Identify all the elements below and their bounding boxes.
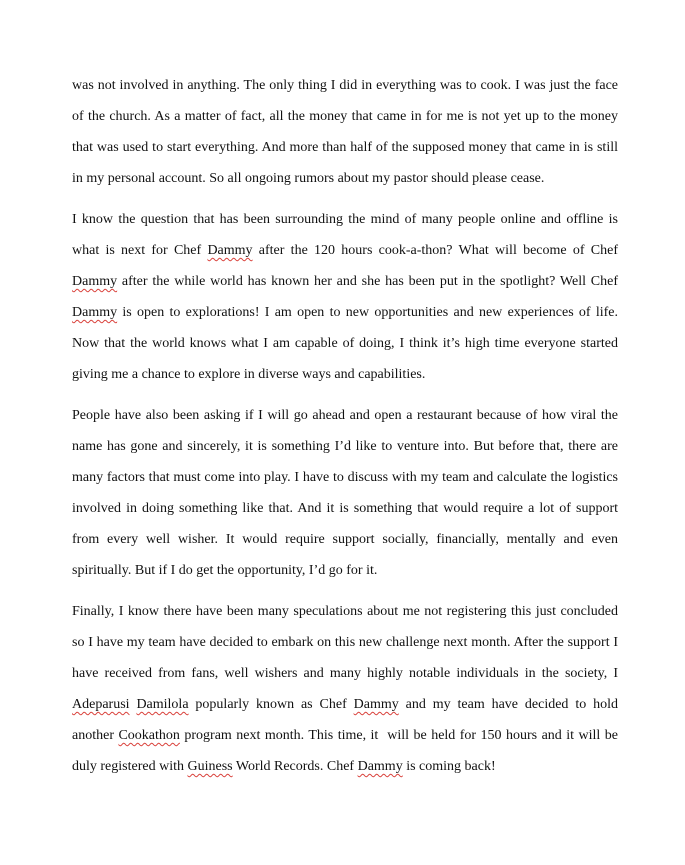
text-run: popularly known as Chef <box>188 697 354 712</box>
spellcheck-underlined-word: Damilola <box>136 697 189 712</box>
text-run: Finally, I know there have been many speculations about me not registering this just concluded so I have my team have decided to embark on this new challenge next month. After the support I have received from fans, well wishers and many highly notable individuals in the society, I <box>72 604 622 681</box>
spellcheck-underlined-word: Dammy <box>357 759 403 774</box>
text-run: People have also been asking if I will go ahead and open a restaurant because of how viral the name has gone and sincerely, it is something I’d like to venture into. But before that, there are many factors that must come into play. I have to discuss with my team and calculate the logistics involved in doing something like that. And it is something that would require a lot of support from every well wisher. It would require support socially, financially, mentally and even spiritually. But if I do get the opportunity, I’d go for it. <box>72 408 622 578</box>
paragraph <box>72 70 622 194</box>
document-body[interactable] <box>72 70 622 792</box>
paragraph <box>72 400 622 586</box>
paragraph <box>72 204 622 390</box>
text-run: after the 120 hours cook-a-thon? What will become of Chef <box>252 243 622 258</box>
text-run: is coming back! <box>402 759 496 774</box>
text-run: World Records. Chef <box>232 759 358 774</box>
spellcheck-underlined-word: Dammy <box>353 697 399 712</box>
spellcheck-underlined-word: Guiness <box>187 759 233 774</box>
spellcheck-underlined-word: Dammy <box>72 305 118 320</box>
spellcheck-underlined-word: Adeparusi <box>72 697 130 712</box>
text-run: program next month. This time, it will be held for 150 hours and it will be duly registered with <box>72 728 622 774</box>
text-run: I know the question that has been surrounding the mind of many people online and offline is what is next for Chef <box>72 212 622 258</box>
spellcheck-underlined-word: Dammy <box>207 243 253 258</box>
text-run: after the while world has known her and she has been put in the spotlight? Well Chef <box>117 274 622 289</box>
text-run: is open to explorations! I am open to new opportunities and new experiences of life. Now that the world knows what I am capable of doing, I think it’s high time everyone started giving me a chance to explore in diverse ways and capabilities. <box>72 305 622 382</box>
paragraph <box>72 596 622 782</box>
spellcheck-underlined-word: Dammy <box>72 274 118 289</box>
spellcheck-underlined-word: Cookathon <box>118 728 180 743</box>
text-run: and my team have decided to hold another <box>72 697 622 743</box>
text-run: was not involved in anything. The only thing I did in everything was to cook. I was just the face of the church. As a matter of fact, all the money that came in for me is not yet up to the money that was used to start everything. And more than half of the supposed money that came in is still in my personal account. So all ongoing rumors about my pastor should please cease. <box>72 78 622 186</box>
